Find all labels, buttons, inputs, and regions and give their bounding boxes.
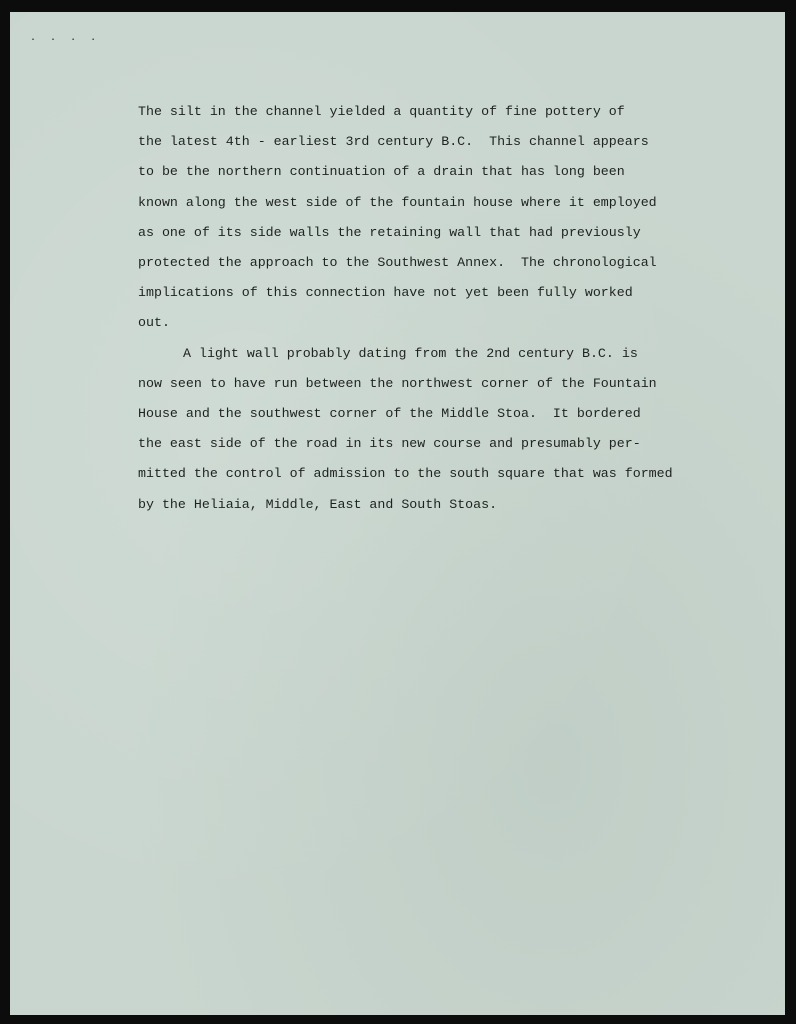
text-line: by the Heliaia, Middle, East and South Stoas. (138, 496, 498, 512)
text-line: out. (138, 315, 170, 331)
paragraph-1 (138, 97, 768, 339)
typed-body (138, 97, 768, 520)
text-line: protected the approach to the Southwest Annex. The chronological (138, 255, 657, 271)
text-line: the latest 4th - earliest 3rd century B.C. This channel appears (138, 134, 649, 150)
paragraph-2 (138, 339, 768, 520)
text-line: the east side of the road in its new course and presumably per- (138, 436, 641, 452)
document-page (10, 12, 785, 1015)
text-line: The silt in the channel yielded a quantity of fine pottery of (138, 104, 625, 119)
text-line: now seen to have run between the northwest corner of the Fountain (138, 375, 657, 391)
text-line: House and the southwest corner of the Middle Stoa. It bordered (138, 406, 641, 422)
text-line: known along the west side of the fountain house where it employed (138, 194, 657, 210)
text-line: as one of its side walls the retaining wall that had previously (138, 224, 641, 240)
text-line: A light wall probably dating from the 2nd century B.C. is (183, 345, 638, 361)
corner-mark: . . . . (30, 32, 101, 43)
text-line: implications of this connection have not yet been fully worked (138, 285, 633, 301)
text-line: to be the northern continuation of a drain that has long been (138, 164, 625, 180)
text-line: mitted the control of admission to the south square that was formed (138, 466, 673, 482)
